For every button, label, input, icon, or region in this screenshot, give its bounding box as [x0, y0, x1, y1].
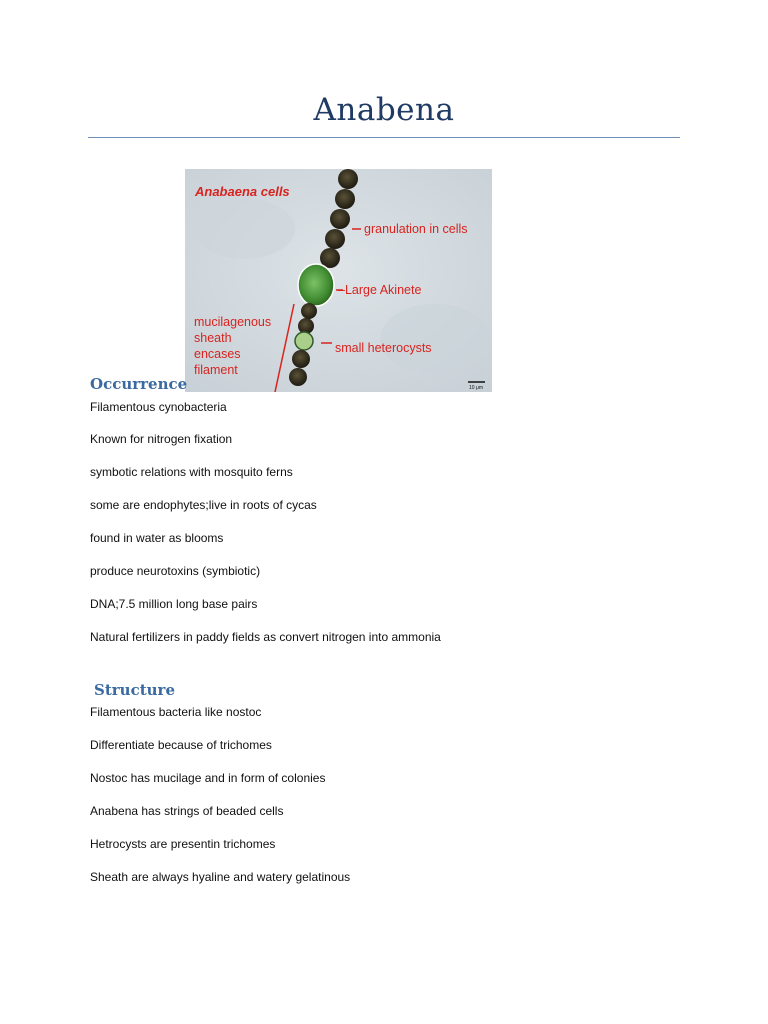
label-small-heterocysts: small heterocysts — [335, 341, 432, 355]
occurrence-item: found in water as blooms — [90, 531, 224, 545]
anabaena-micrograph — [185, 169, 492, 392]
structure-item: Nostoc has mucilage and in form of colonies — [90, 771, 326, 785]
structure-item: Sheath are always hyaline and watery gelatinous — [90, 870, 351, 884]
large-akinete — [298, 264, 334, 306]
occurrence-heading: Occurrence — [90, 375, 188, 393]
small-heterocyst — [295, 332, 313, 350]
label-granulation: granulation in cells — [364, 222, 468, 236]
occurrence-item: Natural fertilizers in paddy fields as convert nitrogen into ammonia — [90, 630, 441, 644]
occurrence-item: Filamentous cynobacteria — [90, 400, 227, 414]
occurrence-item: produce neurotoxins (symbiotic) — [90, 564, 261, 578]
occurrence-item: Known for nitrogen fixation — [90, 432, 233, 446]
structure-heading: Structure — [94, 681, 175, 699]
structure-item: Differentiate because of trichomes — [90, 738, 272, 752]
structure-item: Hetrocysts are presentin trichomes — [90, 837, 276, 851]
title-divider — [88, 137, 680, 138]
structure-item: Filamentous bacteria like nostoc — [90, 705, 262, 719]
occurrence-item: DNA;7.5 million long base pairs — [90, 597, 258, 611]
structure-item: Anabena has strings of beaded cells — [90, 804, 284, 818]
label-large-akinete: –Large Akinete — [338, 283, 422, 297]
page-title: Anabena — [313, 92, 455, 128]
label-sheath-line-3: encases — [194, 347, 241, 361]
occurrence-item: some are endophytes;live in roots of cycas — [90, 498, 317, 512]
occurrence-item: symbotic relations with mosquito ferns — [90, 465, 293, 479]
scale-bar-label: 10 μm — [469, 385, 483, 391]
label-sheath-line-4: filament — [194, 363, 238, 377]
label-sheath-line-2: sheath — [194, 331, 232, 345]
label-anabaena-cells: Anabaena cells — [195, 184, 290, 199]
label-sheath-line-1: mucilagenous — [194, 315, 272, 329]
